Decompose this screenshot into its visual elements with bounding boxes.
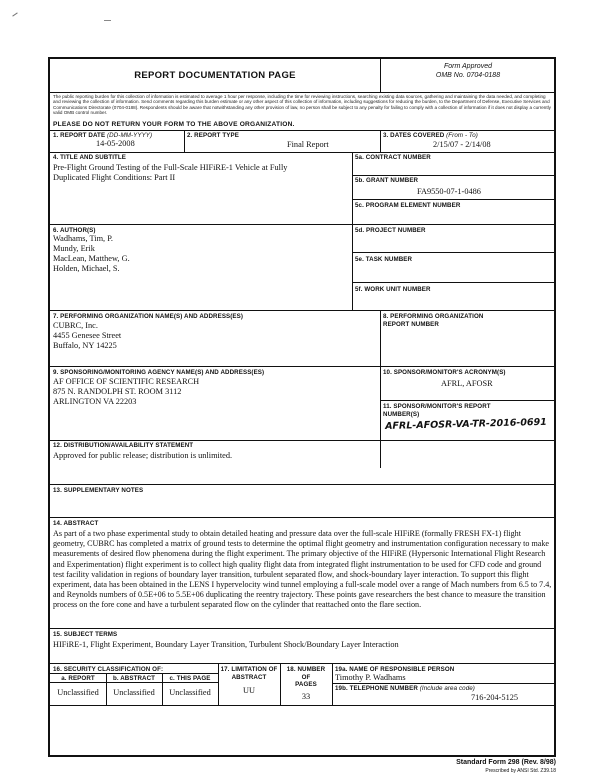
report-classification-value: Unclassified xyxy=(57,688,99,697)
title-subtitle-value: Pre-Flight Ground Testing of the Full-Scale HIFiRE-1 Vehicle at Fully Duplicated Flight Conditions: Part II xyxy=(53,163,288,182)
subject-terms-value: HIFiRE-1, Flight Experiment, Boundary Layer Transition, Turbulent Shock/Boundary Layer Interaction xyxy=(53,640,399,649)
report-type-value: Final Report xyxy=(287,140,329,149)
sponsor-acronym-value: AFRL, AFOSR xyxy=(441,379,493,388)
abstract-classification-value: Unclassified xyxy=(113,688,155,697)
program-element-number-label: 5c. PROGRAM ELEMENT NUMBER xyxy=(355,202,461,209)
contract-number-label: 5a. CONTRACT NUMBER xyxy=(355,154,431,161)
security-classification-label: 16. SECURITY CLASSIFICATION OF: xyxy=(53,666,164,673)
telephone-value: 716-204-5125 xyxy=(471,693,519,702)
sponsor-acronym-label: 10. SPONSOR/MONITOR'S ACRONYM(S) xyxy=(383,369,506,376)
performing-org-value: CUBRC, Inc. 4455 Genesee Street Buffalo, NY 14225 xyxy=(53,321,122,350)
this-page-classification-value: Unclassified xyxy=(169,688,211,697)
supplementary-notes-label: 13. SUPPLEMENTARY NOTES xyxy=(53,487,144,494)
project-number-label: 5d. PROJECT NUMBER xyxy=(355,227,426,234)
scan-mark xyxy=(12,12,17,16)
report-type-label: 2. REPORT TYPE xyxy=(187,132,239,139)
authors-label: 6. AUTHOR(S) xyxy=(53,227,96,234)
work-unit-number-label: 5f. WORK UNIT NUMBER xyxy=(355,286,431,293)
do-not-return-notice: PLEASE DO NOT RETURN YOUR FORM TO THE ABOVE ORGANIZATION. xyxy=(53,121,295,128)
sponsoring-agency-label: 9. SPONSORING/MONITORING AGENCY NAME(S) AND ADDRESS(ES) xyxy=(53,369,265,376)
dates-covered-value: 2/15/07 - 2/14/08 xyxy=(433,140,491,149)
performing-org-label: 7. PERFORMING ORGANIZATION NAME(S) AND ADDRESS(ES) xyxy=(53,313,244,320)
this-page-classification-label: c. THIS PAGE xyxy=(169,675,211,682)
form-approved: Form Approved xyxy=(444,63,492,70)
number-of-pages-label: 18. NUMBER OF PAGES xyxy=(286,666,326,688)
task-number-label: 5e. TASK NUMBER xyxy=(355,256,413,263)
telephone-label: 19b. TELEPHONE NUMBER (Include area code) xyxy=(335,685,475,692)
standard-form-label: Standard Form 298 (Rev. 8/98) xyxy=(456,759,556,766)
number-of-pages-value: 33 xyxy=(301,692,311,701)
scan-mark xyxy=(104,20,111,21)
report-date-label: 1. REPORT DATE (DD-MM-YYYY) xyxy=(53,132,153,139)
responsible-person-value: Timothy P. Wadhams xyxy=(335,673,406,682)
report-classification-label: a. REPORT xyxy=(61,675,95,682)
abstract-classification-label: b. ABSTRACT xyxy=(112,675,156,682)
sponsor-report-number-label: 11. SPONSOR/MONITOR'S REPORT NUMBER(S) xyxy=(383,403,491,418)
limitation-label: 17. LIMITATION OF ABSTRACT xyxy=(220,666,278,681)
report-date-value: 14-05-2008 xyxy=(96,139,135,148)
report-documentation-form xyxy=(48,57,556,757)
authors-value: Wadhams, Tim, P. Mundy, Erik MacLean, Matthew, G. Holden, Michael, S. xyxy=(53,234,130,273)
page-title: REPORT DOCUMENTATION PAGE xyxy=(134,70,296,81)
limitation-value: UU xyxy=(243,686,255,695)
omb-number: OMB No. 0704-0188 xyxy=(435,72,501,79)
burden-notice: The public reporting burden for this collection of information is estimated to average 1 hour per response, including the time for reviewing instructions, searching existing data sources, gathering and maintaining the data needed, and completing and reviewing the collection of information. Send comments regarding this burden estimate or any other aspect of this collection of information, including suggestions for reducing the burden, to the Department of Defense, Executive Services and Communications Directorate (0704-0188). Respondents should be aware that notwithstanding any other provision of law, no person shall be subject to any penalty for failing to comply with a collection of information if it does not display a currently valid OMB control number. xyxy=(53,94,551,115)
title-subtitle-label: 4. TITLE AND SUBTITLE xyxy=(53,154,127,161)
abstract-label: 14. ABSTRACT xyxy=(53,520,99,527)
distribution-value: Approved for public release; distribution is unlimited. xyxy=(53,451,233,460)
distribution-label: 12. DISTRIBUTION/AVAILABILITY STATEMENT xyxy=(53,442,194,449)
responsible-person-label: 19a. NAME OF RESPONSIBLE PERSON xyxy=(335,666,455,673)
sponsor-report-number-value: AFRL-AFOSR-VA-TR-2016-0691 xyxy=(385,416,547,432)
abstract-value: As part of a two phase experimental study to obtain detailed heating and pressure data over the full-scale HIFiRE (formally FRESH FX-1) flight geometry, CUBRC has completed a matrix of ground tests to determine the optimal flight geometry and instrumentation configuration necessary to make measurements of desired flow phenomena during the flight experiment. The primary objective of the HIFiRE (Hypersonic International Flight Research and Experimentation) flight experiment is to collect high quality flight data from integrated flight instrumentation to be used for CFD code and ground test facility validation in regions of boundary layer transition, turbulent separated flow, and shock-boundary layer interaction. To support this flight experiment, data has been obtained in the LENS I hypervelocity wind tunnel employing a full-scale model over a range of Mach numbers from 6.5 to 7.4, and Reynolds numbers of 0.5E+06 to 5.5E+06 duplicating the reentry trajectory. These points gave researchers the best chance to measure the transition process on the fore cone and have a turbulent separated flow on the cylinder that reattached onto the flare section. xyxy=(53,529,552,610)
grant-number-label: 5b. GRANT NUMBER xyxy=(355,177,419,184)
sponsoring-agency-value: AF OFFICE OF SCIENTIFIC RESEARCH 875 N. RANDOLPH ST. ROOM 3112 ARLINGTON VA 22203 xyxy=(53,377,200,406)
dates-covered-label: 3. DATES COVERED (From - To) xyxy=(383,132,478,139)
prescribed-by-label: Prescribed by ANSI Std. Z39.18 xyxy=(485,768,556,774)
subject-terms-label: 15. SUBJECT TERMS xyxy=(53,631,118,638)
grant-number-value: FA9550-07-1-0486 xyxy=(417,187,481,196)
performing-org-report-number-label: 8. PERFORMING ORGANIZATION REPORT NUMBER xyxy=(383,313,484,328)
